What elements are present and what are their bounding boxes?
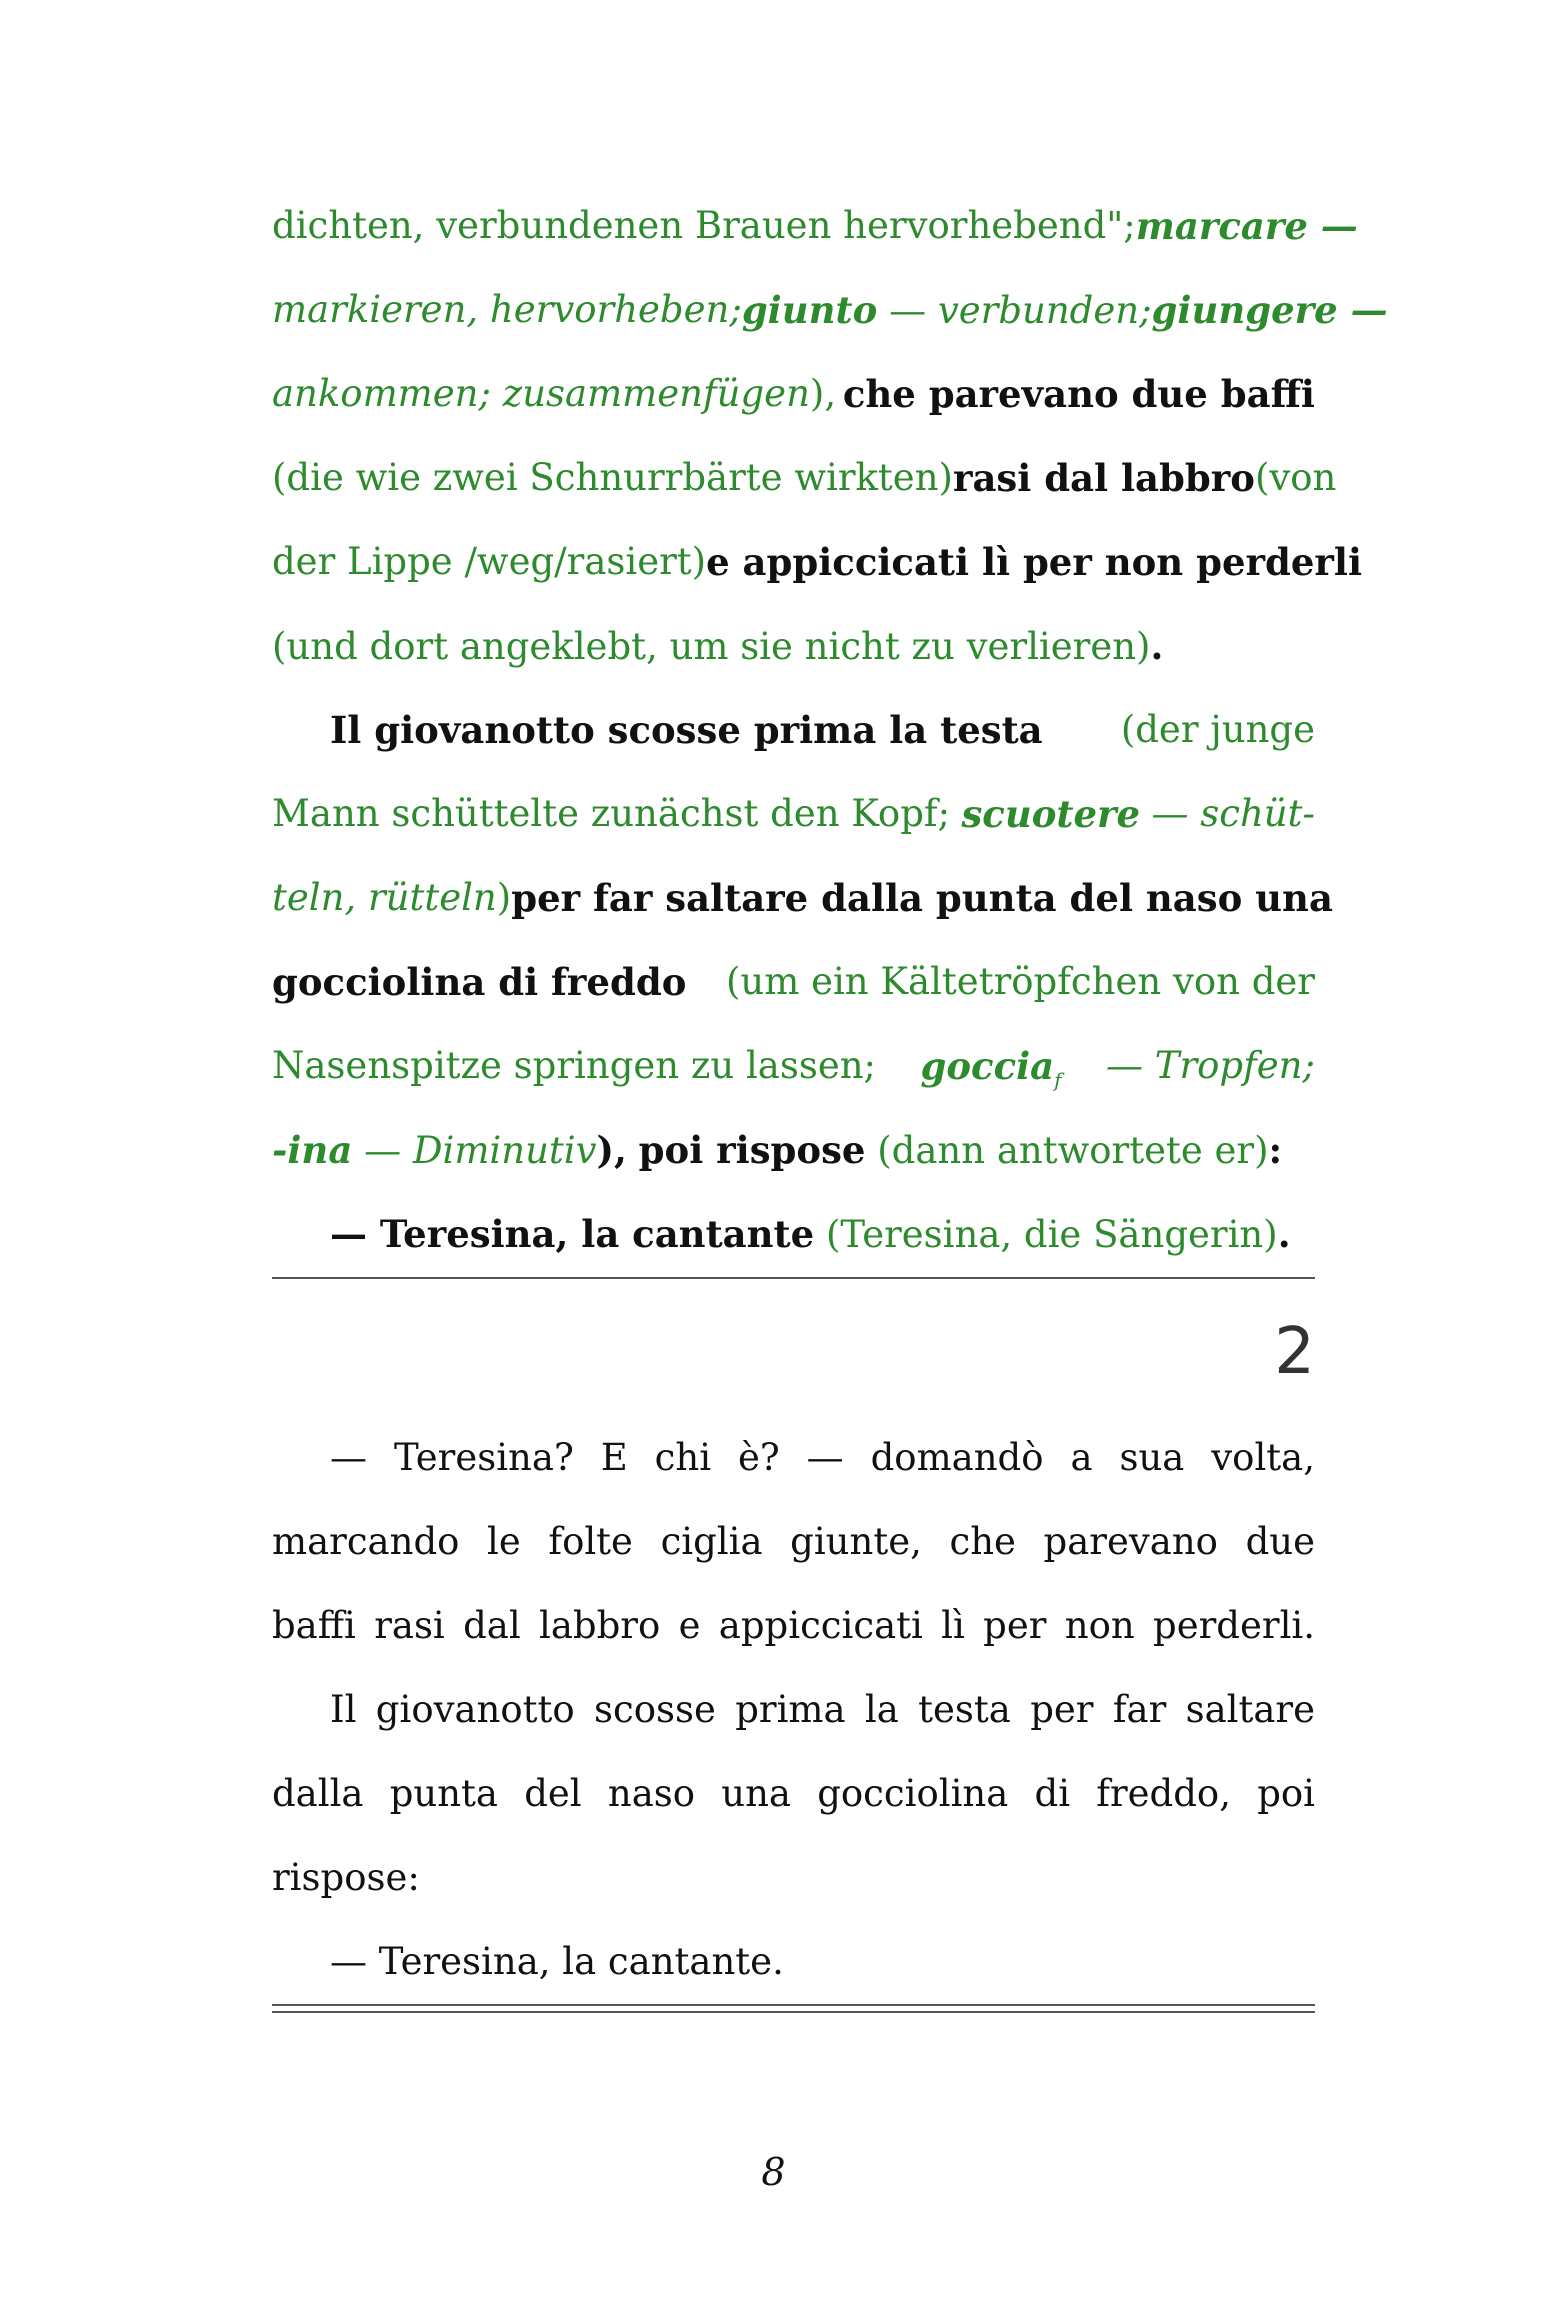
plain-line: marcando le folte ciglia giunte, che parevano due — [272, 1520, 1315, 1563]
gloss-text: Mann schüttelte zunächst den Kopf; — [272, 792, 951, 835]
annotated-line — [272, 268, 1388, 352]
italian-text: gocciolina di freddo — [272, 960, 687, 1004]
gloss-text: (Teresina, die Sängerin) — [825, 1213, 1278, 1256]
gloss-term: -ina — [272, 1128, 353, 1172]
annotated-line — [272, 352, 1315, 436]
gloss-punct: ) — [496, 876, 512, 919]
italian-text: — Teresina, la cantante — [330, 1212, 815, 1256]
italian-punct: ), — [596, 1128, 627, 1172]
italian-text: e appiccicati lì per non perderli — [706, 540, 1363, 584]
italian-text: che parevano due baffi — [842, 372, 1315, 416]
gloss-text: Nasenspitze springen zu lassen; — [272, 1044, 877, 1087]
gloss-text: ankommen; zusammenfügen — [272, 372, 810, 415]
gloss-term: marcare — — [1135, 204, 1358, 248]
italian-text: rasi dal labbro — [952, 456, 1255, 500]
annotated-line — [272, 184, 1358, 268]
gloss-text: — schüt- — [1151, 792, 1315, 835]
plain-line: baffi rasi dal labbro e appiccicati lì per non perderli. — [272, 1604, 1315, 1647]
plain-line: rispose: — [272, 1856, 420, 1899]
italian-text: per far saltare dalla punta del naso una — [511, 876, 1333, 920]
annotated-line — [272, 688, 1315, 772]
gloss-text: dichten, verbundenen Brauen hervorhebend"; — [272, 204, 1136, 247]
chapter-number: 2 — [1274, 1315, 1315, 1389]
page-number: 8 — [761, 2150, 786, 2194]
plain-line: dalla punta del naso una gocciolina di freddo, poi — [272, 1772, 1315, 1815]
plain-line: Il giovanotto scosse prima la testa per far saltare — [330, 1688, 1315, 1731]
annotated-line — [272, 436, 1337, 520]
annotated-line — [272, 940, 1315, 1024]
annotated-line — [272, 772, 1315, 856]
annotated-line — [272, 1108, 1315, 1192]
annotated-line — [272, 604, 1315, 688]
gloss-text: (dann antwortete er) — [877, 1129, 1269, 1172]
italian-text: poi rispose — [638, 1128, 866, 1172]
gloss-term: scuotere — [961, 792, 1141, 836]
gloss-text: markieren, hervorheben; — [272, 288, 742, 331]
gender-marker: f — [1054, 1068, 1062, 1092]
italian-punct: . — [1277, 1212, 1291, 1256]
end-divider-bottom — [272, 2011, 1315, 2013]
italian-text: Il giovanotto scosse prima la testa — [330, 708, 1043, 752]
gloss-term: goccia — [920, 1044, 1055, 1088]
gloss-text: (von — [1254, 456, 1337, 499]
annotated-line — [272, 520, 1363, 604]
italian-punct: . — [1150, 624, 1164, 668]
gloss-text: (und dort angeklebt, um sie nicht zu verlieren) — [272, 625, 1151, 668]
gloss-text: — verbunden; — [889, 289, 1152, 332]
end-divider-top — [272, 2004, 1315, 2006]
gloss-text: (die wie zwei Schnurrbärte wirkten) — [272, 456, 953, 499]
italian-punct: : — [1268, 1128, 1283, 1172]
plain-line: — Teresina, la cantante. — [330, 1940, 784, 1983]
gloss-text: — Diminutiv — [364, 1129, 597, 1172]
annotated-line — [272, 1192, 1315, 1276]
annotated-line — [272, 1024, 1315, 1108]
gloss-text: teln, rütteln — [272, 876, 497, 919]
annotated-line — [272, 856, 1333, 940]
gloss-term: giungere — — [1151, 288, 1388, 332]
plain-line: — Teresina? E chi è? — domandò a sua volta, — [330, 1436, 1315, 1479]
gloss-text: der Lippe /weg/rasiert) — [272, 540, 707, 583]
section-divider — [272, 1277, 1315, 1279]
gloss-text: (der junge — [1120, 708, 1315, 751]
gloss-text: (um ein Kältetröpfchen von der — [725, 960, 1315, 1003]
gloss-term: giunto — [741, 288, 878, 332]
gloss-punct: ), — [809, 372, 837, 415]
gloss-text: — Tropfen; — [1106, 1044, 1315, 1087]
